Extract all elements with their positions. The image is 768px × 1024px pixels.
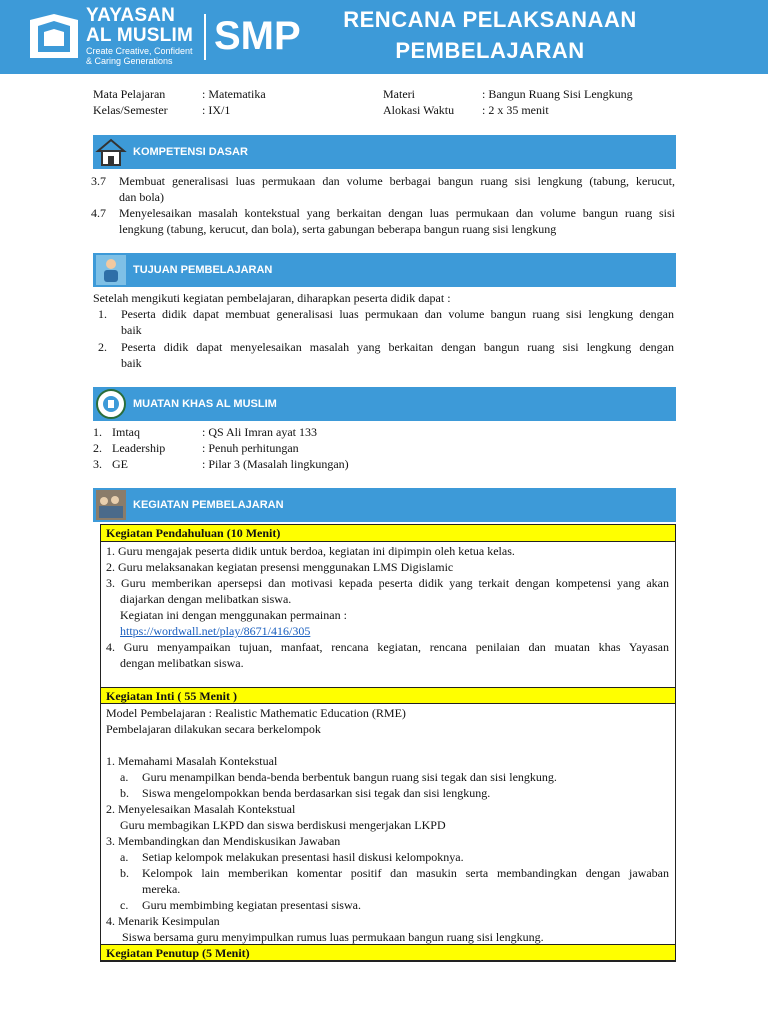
house-icon (95, 136, 127, 168)
time-value: : 2 x 35 menit (482, 103, 549, 117)
brand-line-1: YAYASAN (86, 5, 176, 26)
tagline-1: Create Creative, Confident (86, 46, 193, 56)
inti-substep-mark: b. (120, 786, 129, 800)
tujuan-text-line: baik (121, 323, 142, 337)
pendahuluan-line: 1. Guru mengajak peserta didik untuk berdoa, kegiatan ini dipimpin oleh ketua kelas. (106, 544, 515, 558)
muatan-label: Imtaq (112, 425, 140, 439)
brand-block (86, 6, 193, 66)
muatan-number: 1. (93, 425, 102, 439)
inti-substep: Kelompok lain memberikan komentar positif dan masukin serta membandingkan dengan jawaban (142, 866, 669, 880)
section-kompetensi (93, 135, 676, 169)
material-value: : Bangun Ruang Sisi Lengkung (482, 87, 633, 101)
section-muatan (93, 387, 676, 421)
subject-value: : Matematika (202, 87, 266, 101)
inti-substep: mereka. (142, 882, 181, 896)
class-label: Kelas/Semester (93, 103, 168, 117)
al-muslim-emblem-icon (95, 388, 127, 420)
tujuan-text-line: baik (121, 356, 142, 370)
pendahuluan-line: dengan melibatkan siswa. (120, 656, 244, 670)
section-title: MUATAN KHAS AL MUSLIM (133, 398, 277, 410)
class-value: : IX/1 (202, 103, 231, 117)
section-title: TUJUAN PEMBELAJARAN (133, 264, 273, 276)
tujuan-text-line: Peserta didik dapat membuat generalisasi luas permukaan dan volume bangun ruang sisi lengkung dengan (121, 307, 674, 321)
kd-number: 3.7 (91, 174, 106, 188)
document-title-line-1: RENCANA PELAKSANAAN (343, 7, 637, 32)
pendahuluan-line: 4. Guru menyampaikan tujuan, manfaat, rencana kegiatan, rencana penilaian dan muatan khas Yayasan (106, 640, 669, 654)
kd-text-line: Membuat generalisasi luas permukaan dan volume berbagai bangun ruang sisi lengkung (tabung, kerucut, (119, 174, 675, 188)
muatan-value: : Penuh perhitungan (202, 441, 299, 455)
time-label: Alokasi Waktu (383, 103, 455, 117)
muatan-label: Leadership (112, 441, 166, 455)
inti-step: 1. Memahami Masalah Kontekstual (106, 754, 278, 768)
kd-number: 4.7 (91, 206, 106, 220)
inti-substep-mark: a. (120, 770, 129, 784)
document-title-line-2: PEMBELAJARAN (395, 38, 585, 63)
inti-line: Model Pembelajaran : Realistic Mathematic Education (RME) (106, 706, 406, 720)
pendahuluan-heading: Kegiatan Pendahuluan (10 Menit) (101, 525, 675, 542)
inti-line: Guru membagikan LKPD dan siswa berdiskusi mengerjakan LKPD (120, 818, 446, 832)
tujuan-number: 2. (98, 340, 107, 354)
muatan-number: 2. (93, 441, 102, 455)
header-bar (0, 0, 768, 74)
penutup-heading: Kegiatan Penutup (5 Menit) (101, 944, 675, 961)
tagline-2: & Caring Generations (86, 56, 173, 66)
inti-step: 3. Membandingkan dan Mendiskusikan Jawaban (106, 834, 341, 848)
pendahuluan-line: diajarkan dengan melibatkan siswa. (120, 592, 292, 606)
inti-substep: Siswa mengelompokkan benda berdasarkan sisi tegak dan sisi lengkung. (142, 786, 491, 800)
section-tujuan (93, 253, 676, 287)
tujuan-text-line: Peserta didik dapat menyelesaikan masalah yang berkaitan dengan bangun ruang sisi lengkung dengan (121, 340, 674, 354)
tujuan-intro: Setelah mengikuti kegiatan pembelajaran, diharapkan peserta didik dapat : (93, 291, 451, 305)
subject-label: Mata Pelajaran (93, 87, 166, 101)
muatan-value: : Pilar 3 (Masalah lingkungan) (202, 457, 349, 471)
brand-line-2: AL MUSLIM (86, 25, 193, 46)
kd-text-line: lengkung (tabung, kerucut, dan bola), serta gabungan beberapa bangun ruang sisi lengkung (119, 222, 557, 236)
inti-line: Siswa bersama guru menyimpulkan rumus luas permukaan bangun ruang sisi lengkung. (122, 930, 544, 944)
kd-text-line: dan bola) (119, 190, 164, 204)
student-icon (95, 254, 127, 286)
section-title: KOMPETENSI DASAR (133, 146, 248, 158)
school-level: SMP (214, 14, 301, 58)
section-title: KEGIATAN PEMBELAJARAN (133, 499, 284, 511)
inti-substep-mark: a. (120, 850, 129, 864)
activity-table (100, 524, 676, 962)
kd-text-line: Menyelesaikan masalah kontekstual yang berkaitan dengan luas permukaan dan volume bangun ruang sisi (119, 206, 675, 220)
header-divider (204, 14, 206, 60)
inti-step: 2. Menyelesaikan Masalah Kontekstual (106, 802, 296, 816)
inti-step: 4. Menarik Kesimpulan (106, 914, 220, 928)
muatan-number: 3. (93, 457, 102, 471)
section-kegiatan (93, 488, 676, 522)
inti-substep: Guru membimbing kegiatan presentasi siswa. (142, 898, 361, 912)
inti-substep-mark: c. (120, 898, 129, 912)
muatan-value: : QS Ali Imran ayat 133 (202, 425, 317, 439)
document-title (300, 4, 680, 66)
inti-heading: Kegiatan Inti ( 55 Menit ) (101, 687, 675, 704)
pendahuluan-line: 2. Guru melaksanakan kegiatan presensi menggunakan LMS Digislamic (106, 560, 454, 574)
pendahuluan-line: Kegiatan ini dengan menggunakan permainan : (120, 608, 347, 622)
pendahuluan-line: 3. Guru memberikan apersepsi dan motivasi kepada peserta didik yang terkait dengan kompetensi yang akan (106, 576, 669, 590)
inti-substep: Guru menampilkan benda-benda berbentuk bangun ruang sisi tegak dan sisi lengkung. (142, 770, 557, 784)
class-photo-icon (95, 489, 127, 521)
yayasan-logo-icon (28, 12, 80, 62)
material-label: Materi (383, 87, 415, 101)
inti-substep: Setiap kelompok melakukan presentasi hasil diskusi kelompoknya. (142, 850, 464, 864)
muatan-label: GE (112, 457, 128, 471)
inti-substep-mark: b. (120, 866, 129, 880)
tujuan-number: 1. (98, 307, 107, 321)
inti-line: Pembelajaran dilakukan secara berkelompok (106, 722, 321, 736)
wordwall-link[interactable]: https://wordwall.net/play/8671/416/305 (120, 624, 311, 638)
